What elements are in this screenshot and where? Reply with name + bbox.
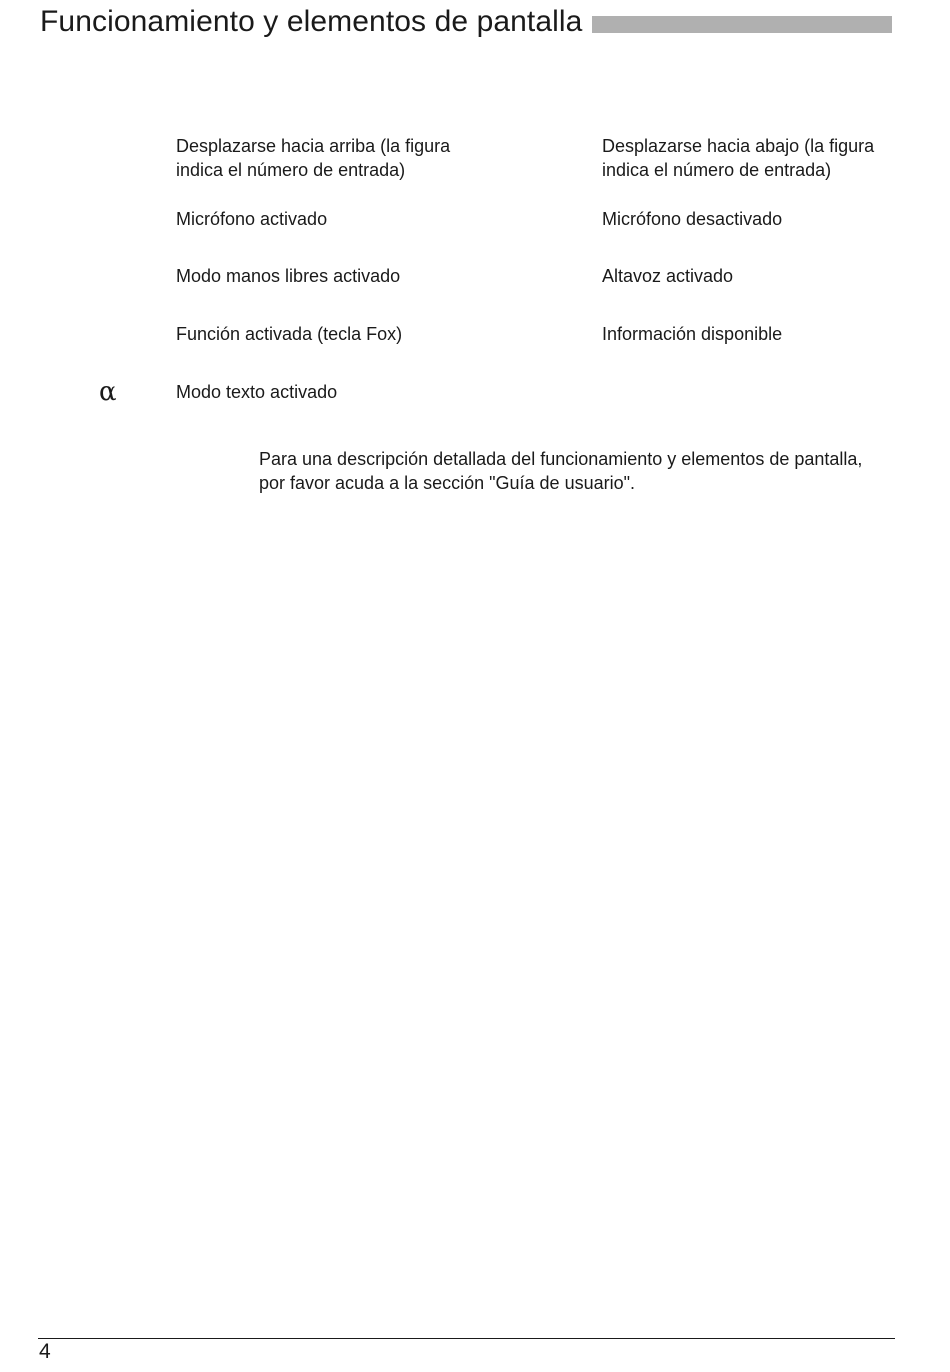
microphone-on-description: Micrófono activado <box>176 209 328 229</box>
handsfree-description: Modo manos libres activado <box>176 266 401 286</box>
speaker-description: Altavoz activado <box>602 266 734 286</box>
page-header <box>40 2 892 42</box>
page-title: Funcionamiento y elementos de pantalla <box>40 5 583 38</box>
alpha-icon: α <box>99 377 117 407</box>
microphone-off-description: Micrófono desactivado <box>602 209 783 229</box>
info-available-description: Información disponible <box>602 324 783 344</box>
footer-divider <box>38 1338 895 1339</box>
function-active-description: Función activada (tecla Fox) <box>176 324 403 344</box>
scroll-up-description: Desplazarse hacia arriba (la figura indica el número de entrada) <box>176 136 451 180</box>
scroll-down-description: Desplazarse hacia abajo (la figura indica el número de entrada) <box>602 136 875 180</box>
user-guide-note: Para una descripción detallada del funcionamiento y elementos de pantalla, por favor acuda a la sección "Guía de usuario". <box>259 449 863 493</box>
header-decorative-bar <box>592 16 892 33</box>
text-mode-description: Modo texto activado <box>176 382 338 402</box>
page-number: 4 <box>39 1340 51 1363</box>
